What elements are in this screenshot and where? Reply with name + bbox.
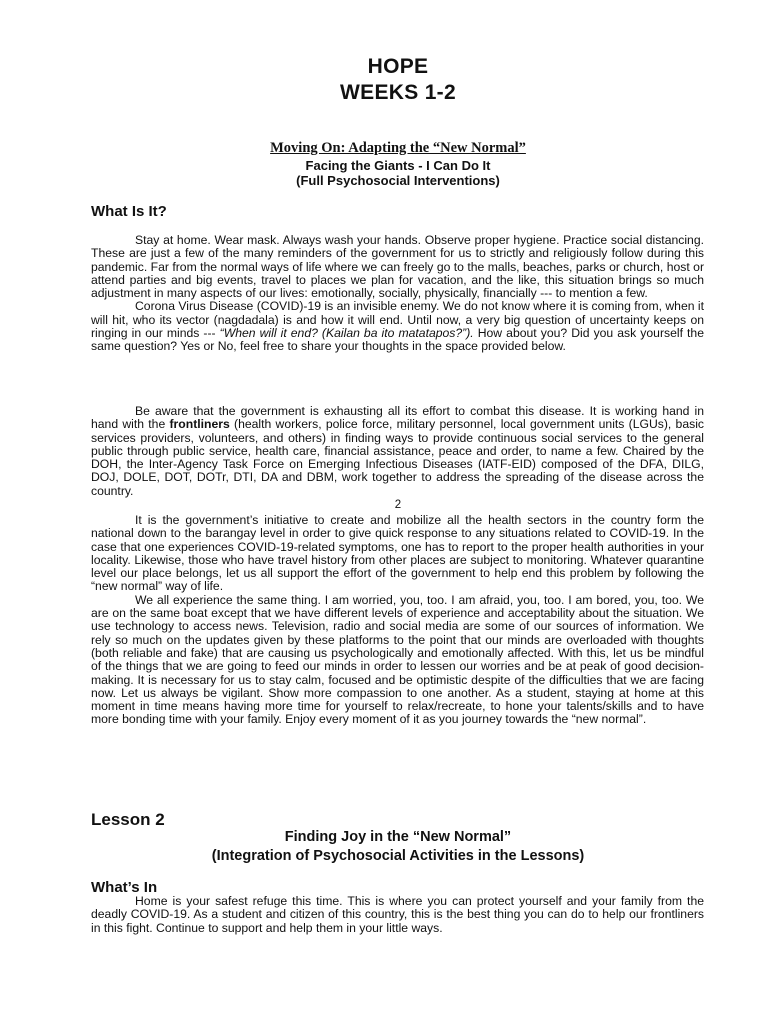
lesson-title: Moving On: Adapting the “New Normal” [270,140,526,156]
paragraph-text: (health workers, police force, military personnel, local government units (LGUs), basic services providers, volunteers, and others) in finding ways to provide continuous social services to the general public through public service, health care, financial assistance, peace and order, to name a few. Chaired by the DOH, the Inter-Agency Task Force on Emerging Infectious Diseases (IATF-EID) composed of the DFA, DILG, DOJ, DOLE, DOT, DOTr, DTI, DA and DBM, work together to address the spreading of the disease across the country. [91,417,704,498]
what-is-it-body-3 [91,514,704,727]
lesson-subtitle: Facing the Giants - I Can Do It [305,158,491,173]
italic-quote: “When will it end? (Kailan ba ito matatapos?”). [219,326,474,341]
what-is-it-body-1 [91,234,704,354]
section-heading-lesson-2: Lesson 2 [91,810,165,829]
lesson-2-subtitle: (Integration of Psychosocial Activities in the Lessons) [211,848,585,864]
paragraph [91,300,704,353]
paragraph: Stay at home. Wear mask. Always wash your hands. Observe proper hygiene. Practice social distancing. These are just a few of the many reminders of the government for us to strictly and religiously follow during this pandemic. Far from the normal ways of life where we can freely go to the malls, beaches, parks or church, host or attend parties and big events, travel to places we plan for vacation, and the like, this situation brings so much adjustment in many aspects of our lives: emotionally, socially, physically, financially --- to mention a few. [91,233,704,301]
what-is-it-body-2 [91,405,704,498]
paragraph: Home is your safest refuge this time. This is where you can protect yourself and your family from the deadly COVID-19. As a student and citizen of this country, this is the best thing you can do to help our frontliners in this fight. Continue to support and help them in your little ways. [91,894,704,935]
paragraph [91,405,704,498]
lesson-subtitle-note: (Full Psychosocial Interventions) [296,173,500,188]
paragraph: It is the government’s initiative to create and mobilize all the health sectors in the country form the national down to the barangay level in order to give quick response to any situations related to COVID-19. In the case that one experiences COVID-19-related symptoms, one has to report to the proper health authorities in your locality. Likewise, those who have travel history from other places are subject to monitoring. Whatever quarantine level our place belongs, let us all support the effort of the government to help end this problem by following the “new normal” way of life. [91,513,704,594]
document-title: HOPE [367,55,429,78]
lesson-2-title: Finding Joy in the “New Normal” [284,829,512,845]
paragraph: We all experience the same thing. I am worried, you, too. I am afraid, you, too. I am bored, you, too. We are on the same boat except that we have different levels of experience and acceptability about the situation. We use technology to access news. Television, radio and social media are some of our sources of information. We rely so much on the updates given by these platforms to the point that our minds are overloaded with thoughts (both reliable and fake) that are causing us psychologically and emotionally affected. With this, let us be mindful of the things that we are going to feed our minds in order to lessen our worries and be at peak of good decision-making. It is necessary for us to stay calm, focused and be optimistic despite of the difficulties that we are facing now. Let us always be vigilant. Show more compassion to one another. As a student, staying at home at this moment in time means having more time for yourself to relax/recreate, to hone your talents/skills and to have more bonding time with your family. Enjoy every moment of it as you journey towards the “new normal”. [91,592,704,727]
section-heading-what-is-it: What Is It? [91,203,167,220]
paragraph-text: Be aware that the government is exhausting all its effort to combat this disease. It is working hand in hand with the [91,404,704,432]
page-number: 2 [394,499,402,511]
whats-in-body [91,895,704,935]
paragraph-text: How about you? Did you ask yourself the same question? Yes or No, feel free to share your thoughts in the space provided below. [91,326,704,354]
paragraph-text: Corona Virus Disease (COVID)-19 is an invisible enemy. We do not know where it is coming from, when it will hit, who its vector (nagdadala) is and how it will end. Until now, a very big question of uncertainty keeps on ringing in our minds --- [91,299,704,341]
document-weeks: WEEKS 1-2 [340,81,456,104]
section-heading-whats-in: What’s In [91,879,158,896]
bold-term: frontliners [169,417,230,432]
